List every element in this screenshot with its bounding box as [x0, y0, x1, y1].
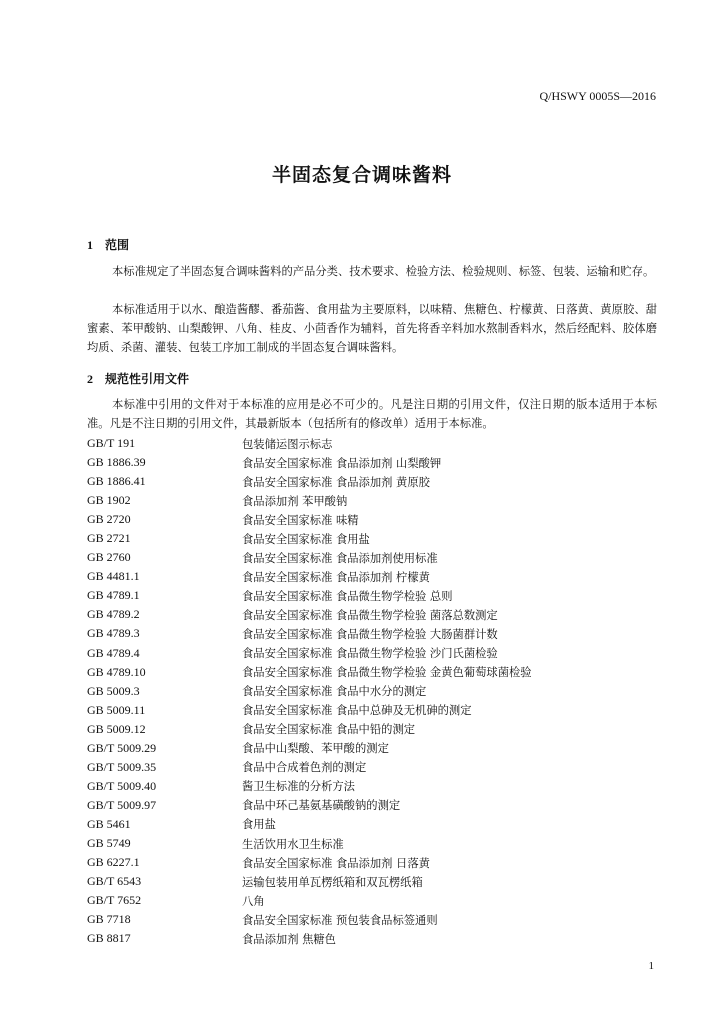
reference-title: 食品安全国家标准 食品中水分的测定: [242, 685, 427, 699]
reference-code: GB/T 5009.40: [87, 778, 157, 793]
reference-title: 生活饮用水卫生标准: [242, 837, 344, 851]
reference-code: GB 1886.39: [87, 455, 146, 470]
reference-title: 食品安全国家标准 食品添加剂 柠檬黄: [242, 570, 430, 584]
reference-title: 食品中合成着色剂的测定: [242, 761, 367, 775]
reference-code: GB 1886.41: [87, 474, 146, 489]
reference-row: [87, 834, 657, 853]
reference-code: GB 6227.1: [87, 855, 140, 870]
reference-title: 食品安全国家标准 食品中铅的测定: [242, 723, 416, 737]
reference-code: GB 4789.2: [87, 607, 140, 622]
reference-title: 食品安全国家标准 食品中总砷及无机砷的测定: [242, 704, 472, 718]
reference-code: GB/T 5009.35: [87, 759, 157, 774]
section-1-heading: [87, 236, 129, 253]
reference-code: GB/T 191: [87, 436, 136, 451]
reference-title: 食品安全国家标准 食品微生物学检验 菌落总数测定: [242, 608, 498, 622]
reference-title: 运输包装用单瓦楞纸箱和双瓦楞纸箱: [242, 875, 423, 889]
reference-row: [87, 624, 657, 643]
reference-code: GB 1902: [87, 493, 131, 508]
reference-row: [87, 529, 657, 548]
reference-row: [87, 586, 657, 605]
reference-title: 食品安全国家标准 食品添加剂 日落黄: [242, 856, 430, 870]
reference-title: 食品安全国家标准 食品添加剂 黄原胶: [242, 475, 430, 489]
reference-title: 食用盐: [242, 818, 276, 832]
reference-row: [87, 567, 657, 586]
reference-code: GB/T 7652: [87, 893, 142, 908]
reference-code: GB 5461: [87, 816, 131, 831]
reference-code: GB 4789.3: [87, 626, 140, 641]
reference-row: [87, 739, 657, 758]
reference-title: 食品安全国家标准 食品微生物学检验 沙门氏菌检验: [242, 647, 498, 661]
reference-code: GB 5009.12: [87, 721, 146, 736]
reference-code: GB 2760: [87, 550, 131, 565]
reference-code: GB 5749: [87, 836, 131, 850]
section-1-paragraph-2: 本标准适用于以水、酿造酱醪、番茄酱、食用盐为主要原料，以味精、焦糖色、柠檬黄、日落黄、黄原胶、甜蜜素、苯甲酸钠、山梨酸钾、八角、桂皮、小茴香作为辅料，首先将香辛料加水熬制香料水，然后经配料、胶体磨均质、杀菌、灌装、包装工序加工制成的半固态复合调味酱料。: [87, 303, 657, 354]
reference-code: GB 4481.1: [87, 569, 140, 584]
reference-code: GB 2720: [87, 512, 131, 527]
reference-row: [87, 853, 657, 872]
reference-row: [87, 510, 657, 529]
section-2-heading: [87, 370, 189, 387]
reference-title: 食品安全国家标准 食用盐: [242, 532, 370, 546]
reference-code: GB 4789.4: [87, 645, 140, 660]
reference-title: 食品安全国家标准 食品添加剂使用标准: [242, 551, 438, 565]
reference-code: GB/T 5009.29: [87, 740, 157, 755]
reference-title: 食品安全国家标准 食品微生物学检验 金黄色葡萄球菌检验: [242, 666, 532, 680]
reference-row: [87, 472, 657, 491]
reference-code: GB 7718: [87, 912, 131, 927]
reference-row: [87, 682, 657, 701]
reference-row: [87, 891, 657, 910]
reference-title: 八角: [242, 894, 265, 908]
reference-title: 包装储运图示标志: [242, 437, 333, 451]
reference-title: 食品安全国家标准 味精: [242, 513, 359, 527]
reference-row: [87, 701, 657, 720]
standard-code: Q/HSWY 0005S—2016: [539, 89, 656, 103]
reference-row: [87, 605, 657, 624]
reference-title: 食品安全国家标准 预包装食品标签通则: [242, 913, 438, 927]
reference-title: 食品安全国家标准 食品微生物学检验 大肠菌群计数: [242, 627, 498, 641]
reference-row: [87, 453, 657, 472]
section-1-paragraph-1: 本标准规定了半固态复合调味酱料的产品分类、技术要求、检验方法、检验规则、标签、包装、运输和贮存。: [112, 265, 655, 278]
reference-title: 食品安全国家标准 食品微生物学检验 总则: [242, 589, 453, 603]
reference-row: [87, 910, 657, 929]
reference-row: [87, 663, 657, 682]
section-1-title: 范围: [105, 238, 130, 252]
reference-code: GB/T 6543: [87, 874, 142, 889]
reference-title: 食品添加剂 苯甲酸钠: [242, 494, 348, 508]
reference-row: [87, 720, 657, 739]
reference-title: 酱卫生标准的分析方法: [242, 780, 355, 794]
reference-title: 食品中环己基氨基磺酸钠的测定: [242, 799, 401, 813]
section-2-number: 2: [87, 372, 93, 386]
reference-row: [87, 777, 657, 796]
reference-row: [87, 758, 657, 777]
page-number: 1: [648, 960, 654, 972]
reference-title: 食品添加剂 焦糖色: [242, 932, 336, 946]
reference-title: 食品中山梨酸、苯甲酸的测定: [242, 742, 389, 756]
reference-row: [87, 796, 657, 815]
reference-code: GB/T 5009.97: [87, 797, 157, 812]
reference-code: GB 5009.11: [87, 702, 146, 717]
reference-code: GB 5009.3: [87, 683, 140, 698]
reference-code: GB 8817: [87, 931, 131, 946]
document-title: 半固态复合调味酱料: [271, 164, 452, 186]
reference-row: [87, 929, 657, 948]
section-2-title: 规范性引用文件: [105, 372, 190, 386]
reference-row: [87, 434, 657, 453]
reference-row: [87, 872, 657, 891]
section-1-number: 1: [87, 238, 93, 252]
reference-row: [87, 815, 657, 834]
reference-code: GB 4789.10: [87, 664, 146, 679]
reference-title: 食品安全国家标准 食品添加剂 山梨酸钾: [242, 456, 442, 470]
reference-row: [87, 548, 657, 567]
reference-list: [87, 434, 657, 948]
reference-row: [87, 491, 657, 510]
reference-row: [87, 644, 657, 663]
section-2-intro: 本标准中引用的文件对于本标准的应用是必不可少的。凡是注日期的引用文件，仅注日期的版本适用于本标准。凡是不注日期的引用文件，其最新版本（包括所有的修改单）适用于本标准。: [87, 398, 657, 430]
reference-code: GB 4789.1: [87, 588, 140, 603]
reference-code: GB 2721: [87, 531, 131, 546]
